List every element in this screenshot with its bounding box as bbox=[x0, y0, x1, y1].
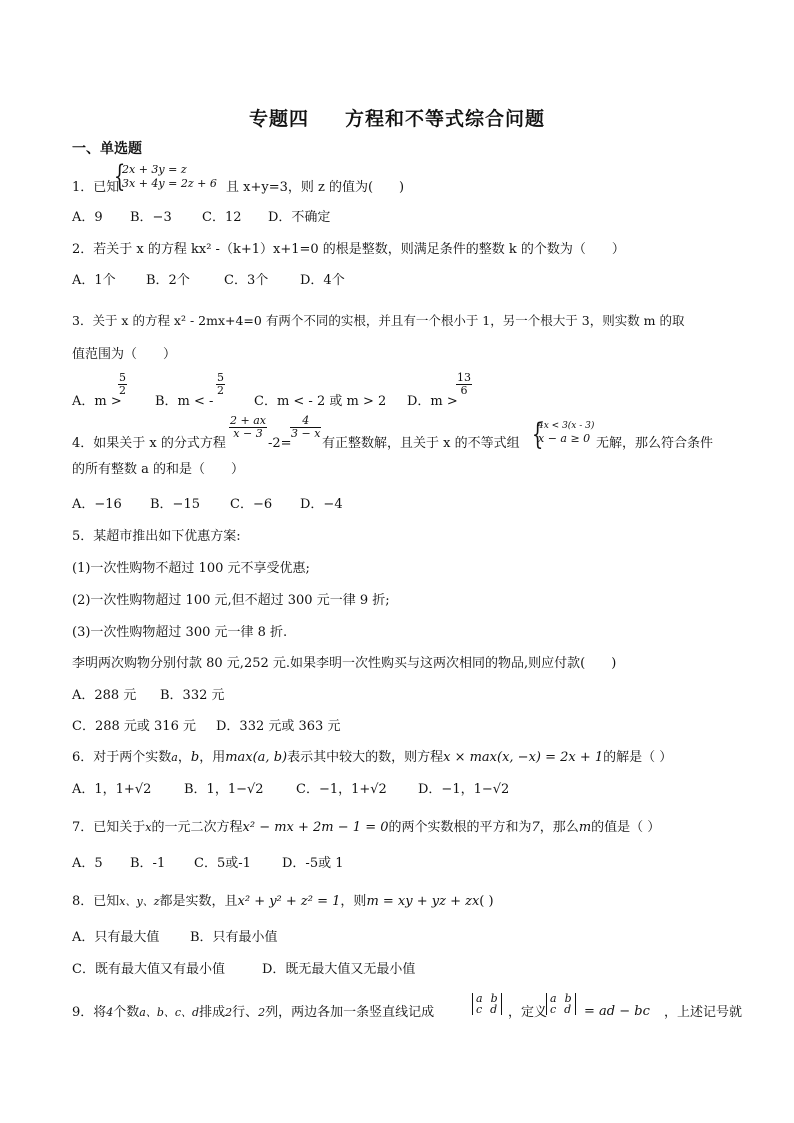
q1-suffix: 且 x+y=3，则 z 的值为( ) bbox=[226, 180, 405, 195]
q9-text1: 9．将 bbox=[72, 1005, 107, 1020]
q6-option-d: D．−1，1−√2 bbox=[418, 782, 510, 797]
page-title bbox=[0, 104, 794, 131]
q6-text4: 的解是（ ） bbox=[603, 750, 673, 765]
q3-option-d: D．m > bbox=[407, 394, 458, 409]
q3-a-den: 2 bbox=[119, 384, 126, 397]
q4-frac2-den: 3 − x bbox=[291, 427, 321, 440]
q3-option-b: B．m < - bbox=[155, 394, 214, 409]
q9-vars: a、b、c、d bbox=[139, 1006, 200, 1019]
q4-frac1-den: x − 3 bbox=[233, 427, 263, 440]
q9-text3: 排成 bbox=[199, 1005, 226, 1020]
q1-option-c: C．12 bbox=[202, 210, 242, 225]
q3-option-a-label: A．m > bbox=[72, 394, 122, 409]
q3-d-den: 6 bbox=[460, 384, 468, 397]
q9-two2: 2 bbox=[258, 1006, 266, 1019]
q8-text2: 都是实数，且 bbox=[159, 894, 238, 909]
title-part1: 专题四 bbox=[248, 108, 309, 130]
q8-text4: ( ) bbox=[479, 894, 494, 909]
q4-frac1-num: 2 + ax bbox=[230, 414, 266, 427]
q1-system-line1: 2x + 3y = z bbox=[122, 163, 187, 176]
q3-b-num: 5 bbox=[217, 371, 224, 384]
q1-prefix: 1．已知 bbox=[72, 180, 120, 195]
q9-determinant-notation bbox=[472, 993, 502, 1015]
q6-text1: 6．对于两个实数 bbox=[72, 750, 172, 765]
q7-expr: x² − mx + 2m − 1 = 0 bbox=[242, 820, 389, 835]
q4-option-d: D．−4 bbox=[300, 497, 343, 512]
q5-option-a: A．288 元 bbox=[72, 688, 137, 703]
q5-option-c: C．288 元或 316 元 bbox=[72, 719, 196, 734]
q5-option-d: D．332 元或 363 元 bbox=[216, 719, 341, 734]
q9-text4: 行、 bbox=[232, 1005, 259, 1020]
q2-option-d: D．4个 bbox=[300, 273, 345, 288]
q8-option-a: A．只有最大值 bbox=[72, 930, 160, 945]
q8-option-c: C．既有最大值又有最小值 bbox=[72, 962, 225, 977]
q7-text1: 7．已知关于 bbox=[72, 820, 146, 835]
q9-definition-rhs: = ad − bc bbox=[584, 1004, 650, 1019]
q9-det-b: b bbox=[490, 992, 498, 1005]
q4-option-b: B．−15 bbox=[150, 497, 200, 512]
q4-mid: -2= bbox=[268, 436, 292, 451]
q8-expr1: x² + y² + z² = 1 bbox=[237, 894, 341, 909]
q2-option-c: C．3个 bbox=[224, 273, 269, 288]
q3-option-a bbox=[72, 394, 122, 410]
q6-expr-max: max(a, b) bbox=[225, 750, 288, 765]
q9-text6: ，定义 bbox=[508, 1005, 548, 1020]
q4-option-a: A．−16 bbox=[72, 497, 122, 512]
q6-option-a: A．1，1+√2 bbox=[72, 782, 152, 797]
q5-item3: (3)一次性购物超过 300 元一律 8 折. bbox=[72, 625, 288, 640]
q7-text2: 的一元二次方程 bbox=[151, 820, 243, 835]
title-part2: 方程和不等式综合问题 bbox=[345, 108, 546, 130]
q7-seven: 7 bbox=[531, 820, 540, 835]
q3-a-num: 5 bbox=[119, 371, 126, 384]
q9-det-c: c bbox=[476, 1003, 483, 1016]
q9-text2: 个数 bbox=[113, 1005, 140, 1020]
q1-option-b: B．−3 bbox=[130, 210, 172, 225]
q9-determinant-definition bbox=[546, 993, 576, 1015]
q7-option-b: B．-1 bbox=[130, 856, 166, 871]
q4-option-c: C．−6 bbox=[230, 497, 273, 512]
q1-option-a: A．9 bbox=[72, 210, 103, 225]
q7-text4: ，那么 bbox=[539, 820, 579, 835]
q7-var-x: x bbox=[145, 821, 152, 834]
q8-option-d: D．既无最大值又无最小值 bbox=[262, 962, 416, 977]
q5-item1: (1)一次性购物不超过 100 元不享受优惠; bbox=[72, 561, 310, 576]
q4-brace: { bbox=[531, 417, 544, 452]
q8-expr2: m = xy + yz + zx bbox=[366, 894, 480, 909]
q5-stem: 5．某超市推出如下优惠方案: bbox=[72, 529, 241, 544]
q6-stem bbox=[72, 750, 672, 766]
q3-b-den: 2 bbox=[217, 384, 224, 397]
q9-def-a: a bbox=[550, 992, 557, 1005]
q1-system-line2: 3x + 4y = 2z + 6 bbox=[122, 177, 217, 190]
q2-stem: 2．若关于 x 的方程 kx² -（k+1）x+1=0 的根是整数，则满足条件的整数 k 的个数为（ ） bbox=[72, 242, 625, 257]
q1-brace: { bbox=[113, 159, 126, 194]
q3-option-b-fraction bbox=[216, 372, 225, 397]
q1-option-d: D．不确定 bbox=[268, 210, 331, 225]
q9-two1: 2 bbox=[225, 1006, 233, 1019]
q4-suffix: 无解，那么符合条件 bbox=[596, 436, 714, 451]
q7-stem bbox=[72, 820, 660, 836]
q7-text3: 的两个实数根的平方和为 bbox=[388, 820, 532, 835]
q5-option-b: B．332 元 bbox=[160, 688, 225, 703]
q9-det-a: a bbox=[476, 992, 483, 1005]
q9-text7: ，上述记号就 bbox=[664, 1005, 743, 1020]
q7-option-d: D．-5或 1 bbox=[282, 856, 344, 871]
q3-stem-line2: 值范围为（ ） bbox=[72, 347, 177, 362]
q9-det-d: d bbox=[490, 1003, 498, 1016]
q3-option-a-fraction bbox=[118, 372, 127, 397]
q9-four: 4 bbox=[106, 1006, 114, 1019]
q8-vars: x、y、z bbox=[119, 895, 160, 908]
q9-def-d: d bbox=[564, 1003, 572, 1016]
q4-fraction1 bbox=[229, 415, 267, 440]
q9-def-b: b bbox=[564, 992, 572, 1005]
q6-var-a: a bbox=[171, 751, 178, 764]
q9-def-c: c bbox=[550, 1003, 557, 1016]
q3-option-d-fraction bbox=[456, 372, 472, 397]
q9-text5: 列，两边各加一条竖直线记成 bbox=[265, 1005, 435, 1020]
q7-var-m: m bbox=[578, 820, 592, 835]
q5-question: 李明两次购物分别付款 80 元,252 元.如果李明一次性购买与这两次相同的物品,则应付款( ) bbox=[72, 656, 617, 671]
q4-prefix: 4．如果关于 x 的分式方程 bbox=[72, 436, 226, 451]
q3-option-c: C．m < - 2 或 m > 2 bbox=[254, 394, 387, 409]
q4-fraction2 bbox=[290, 415, 321, 440]
q7-text5: 的值是（ ） bbox=[591, 820, 661, 835]
q6-expr-equation: x × max(x, −x) = 2x + 1 bbox=[443, 750, 604, 765]
q2-option-b: B．2个 bbox=[146, 273, 190, 288]
q6-text2: ，用 bbox=[199, 750, 226, 765]
q8-option-b: B．只有最小值 bbox=[190, 930, 278, 945]
section-heading: 一、单选题 bbox=[72, 141, 142, 157]
q4-frac2-num: 4 bbox=[290, 415, 321, 428]
q6-option-c: C．−1，1+√2 bbox=[296, 782, 387, 797]
q3-d-num: 13 bbox=[457, 371, 471, 384]
q6-text3: 表示其中较大的数，则方程 bbox=[287, 750, 444, 765]
q6-option-b: B．1，1−√2 bbox=[184, 782, 264, 797]
q4-stem-line2: 的所有整数 a 的和是（ ） bbox=[72, 462, 245, 477]
q5-item2: (2)一次性购物超过 100 元,但不超过 300 元一律 9 折; bbox=[72, 593, 390, 608]
q9-stem-start bbox=[72, 1005, 434, 1021]
q3-stem-line1: 3．关于 x 的方程 x² - 2mx+4=0 有两个不同的实根，并且有一个根小于 1，另一个根大于 3，则实数 m 的取 bbox=[72, 313, 685, 328]
q4-mid2: 有正整数解，且关于 x 的不等式组 bbox=[322, 436, 520, 451]
q6-comma: ， bbox=[177, 750, 191, 765]
q8-text3: ，则 bbox=[340, 894, 367, 909]
q2-option-a: A．1个 bbox=[72, 273, 116, 288]
q8-text1: 8．已知 bbox=[72, 894, 120, 909]
q8-stem bbox=[72, 894, 494, 910]
q7-option-a: A．5 bbox=[72, 856, 103, 871]
q4-system-line1: 4x < 3(x - 3) bbox=[538, 421, 595, 431]
q6-var-b: b bbox=[190, 750, 200, 765]
q7-option-c: C．5或-1 bbox=[194, 856, 251, 871]
q4-system-line2: x − a ≥ 0 bbox=[538, 432, 591, 445]
